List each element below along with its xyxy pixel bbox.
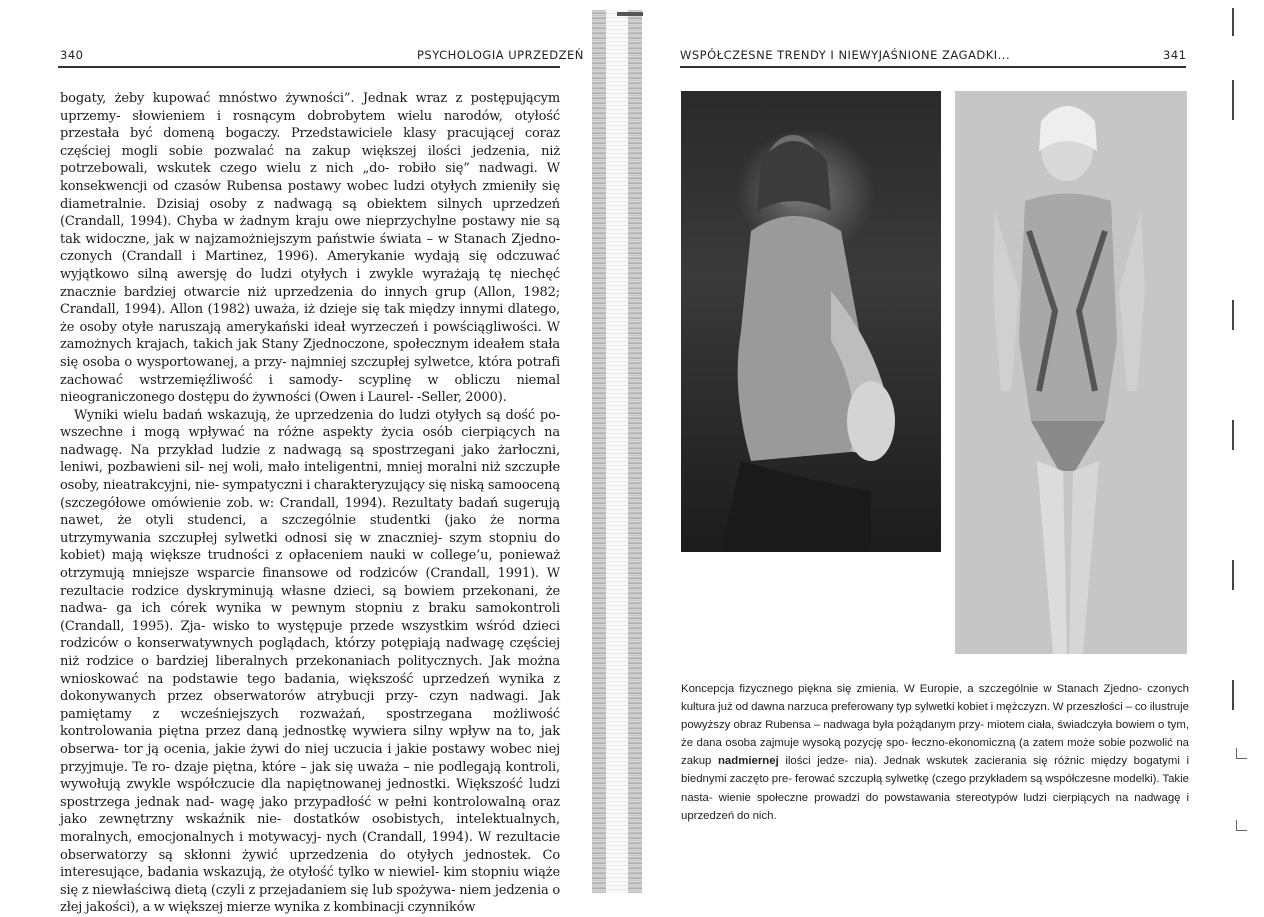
paragraph-2: Wyniki wielu badań wskazują, że uprzedzenia do ludzi otyłych są dość po- wszechne i mogą wpływać na różne aspekty życia osób cierpiących na nadwagę. Na przykład ludzie z nadwagą są spostrzegani jako żarłoczni, leniwi, pozbawieni sil- nej woli, mało inteligentni, mniej moralni niż szczupłe osoby, nieatrakcyjni, nie- sympatyczni i charakteryzujący się niską samooceną (szczegółowe omówienie zob. w: Crandall, 1994). Rezultaty badań sugerują nawet, że otyli studenci, a szczególnie studentki (jako że norma utrzymywania szczupłej sylwetki odnosi się w znaczniej- szym stopniu do kobiet) mają większe trudności z opłaceniem nauki w college’u, ponieważ otrzymują mniejsze wsparcie finansowe od rodziców (Crandall, 1991). W rezultacie rodzice dyskryminują własne dzieci, są bowiem przekonani, że nadwa- ga ich córek wynika w pewnym stopniu z braku samokontroli (Crandall, 1995). Zja- wisko to występuje przede wszystkim wśród dzieci rodziców o konserwatywnych poglądach, którzy potępiają nadwagę częściej niż rodzice o bardziej liberalnych przekonaniach politycznych. Jak można wnioskować na podstawie tego badania, większość uprzedzeń wynika z dokonywanych przez obserwatorów atrybucji przy- czyn nadwagi. Jak pamiętamy z wcześniejszych rozważań, spostrzegana możliwość kontrolowania piętna przez daną jednostkę wywiera silny wpływ na to, jak obserwa- tor ją ocenia, jakie żywi do niej uczucia i jakie postawy wobec niej przyjmuje. Te ro- dzaje piętna, które – jak się uważa – nie podlegają kontroli, wywołują zwykle współczucie dla napiętnowanej jednostki. Większość ludzi spostrzega jednak nad- wagę jako przypadłość w pełni kontrolowalną oraz jako zewnętrzny wskaźnik nie- dostatków osobistych, intelektualnych, moralnych, emocjonalnych i motywacyj- nych (Crandall, 1994). W rezultacie obserwatorzy są skłonni żywić uprzedzenia do otyłych jednostek. Co interesujące, badania wskazują, że otyłość tylko w niewiel- kim stopniu wiąże się z niewłaściwą dietą (czyli z przejadaniem się lub spożywa- niem jedzenia o złej jakości), a w większej mierze wynika z kombinacji czynników (60, 407, 560, 916)
caption-text-end: ilości jedze- nia). Jednak wskutek zacierania się różnic między bogatymi i biednymi zaczęto pre- ferować szczupłą sylwetkę (czego przykładem są współczesne modelki). Takie nasta- wienie społeczne prowadzi do powstawania stereotypów ludzi cierpiących na nadwagę i uprzedzeń do nich. (681, 755, 1189, 822)
page-number-left: 340 (60, 48, 84, 62)
running-head-left: PSYCHOLOGIA UPRZEDZEŃ (417, 48, 584, 62)
page-edge-mark (1232, 80, 1234, 120)
running-head-right: WSPÓŁCZESNE TRENDY I NIEWYJAŚNIONE ZAGADKI... (680, 48, 1011, 62)
header-rule-right (680, 66, 1186, 68)
runway-model-illustration (955, 91, 1187, 654)
book-gutter (592, 10, 642, 893)
gutter-scan-mark (617, 12, 643, 16)
runway-model-photo (955, 91, 1187, 654)
page-edge-mark (1232, 420, 1234, 450)
caption-text-start: Koncepcja fizycznego piękna się zmienia. W Europie, a szczególnie w Stanach Zjedno- czonych kultura już od dawna narzuca preferowany typ sylwetki kobiet i mężczyzn. W przeszłości – co ilustruje powyższy obraz Rubensa – nadwaga była pożądanym przy- miotem ciała, świadczyła bowiem o tym, że dana osoba zajmuje wysoką pozycję spo- łeczno-ekonomiczną (a zatem może sobie pozwolić na zakup (681, 683, 1189, 768)
header-rule-left (58, 66, 560, 68)
caption-emphasis: nadmiernej (717, 755, 779, 768)
page-edge-mark (1232, 560, 1234, 590)
body-text (60, 90, 560, 917)
page-number-right: 341 (1163, 48, 1187, 62)
figure-caption (681, 680, 1189, 825)
page-edge-mark (1232, 680, 1234, 710)
paragraph-1: bogaty, żeby kupować mnóstwo żywności”. Jednak wraz z postępującym uprzemy- słowieniem i rosnącym dobrobytem wielu narodów, otyłość przestała być domeną bogaczy. Przedstawiciele klasy pracującej coraz częściej mogli sobie pozwalać na zakup większej ilości jedzenia, niż potrzebowali, wskutek czego wielu z nich „do- robiło się” nadwagi. W konsekwencji od czasów Rubensa postawy wobec ludzi otyłych zmieniły się diametralnie. Dzisiaj osoby z nadwagą są obiektem silnych uprzedzeń (Crandall, 1994). Chyba w żadnym kraju owe nieprzychylne postawy nie są tak widoczne, jak w najzamożniejszym państwie świata – w Stanach Zjedno- czonych (Crandall i Martinez, 1996). Amerykanie wydają się odczuwać wyjątkowo silną awersję do ludzi otyłych i zwykle wyrażają tę niechęć znacznie bardziej otwarcie niż uprzedzenia do innych grup (Allon, 1982; Crandall, 1994). Allon (1982) uważa, iż dzieje się tak między innymi dlatego, że osoby otyłe naruszają amerykański ideał wyrzeczeń i powściągliwości. W zamożnych krajach, takich jak Stany Zjednoczone, społecznym ideałem stała się osoba o wysportowanej, a przy- najmniej szczupłej sylwetce, która potrafi zachować wstrzemięźliwość i samody- scyplinę w obliczu niemal nieograniczonego dostępu do żywności (Owen i Laurel- -Seller, 2000). (60, 91, 560, 406)
page-corner-mark (1236, 748, 1247, 759)
page-corner-mark (1236, 820, 1247, 831)
page-edge-mark (1232, 300, 1234, 330)
page-edge-mark (1232, 8, 1234, 36)
rubens-painting-illustration (681, 91, 941, 552)
rubens-painting-photo (681, 91, 941, 552)
